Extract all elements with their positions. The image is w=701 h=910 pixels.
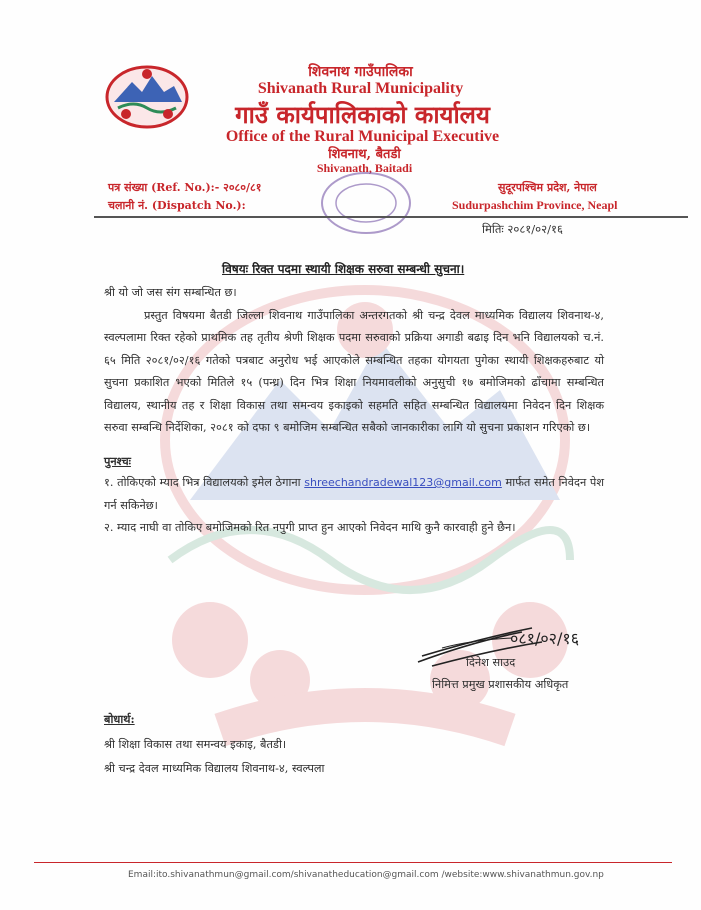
cc-item-2: श्री चन्द्र देवल माध्यमिक विद्यालय शिवनाथ-४, स्वल्पला bbox=[104, 762, 325, 775]
cc-heading: बोधार्थ: bbox=[104, 712, 135, 726]
note-1-text-b: मार्फत समेत निवेदन पेश गर्न सकिनेछ। bbox=[104, 476, 605, 512]
header-line-5: शिवनाथ, बैतडी bbox=[328, 147, 401, 162]
body-paragraph: प्रस्तुत विषयमा बैतडी जिल्ला शिवनाथ गाउँपालिका अन्तरगतको श्री चन्द्र देवल माध्यमिक विद्यालय शिवनाथ-४, स्वल्पलामा रिक्त रहेको प्राथमिक तह तृतीय श्रेणी शिक्षक पदमा सरुवाको प्रक्रिया अगाडी बढाइ दिन भनि विद्यालयको च.नं. ६५ मिति २०८१/०२/१६ गतेको पत्रबाट अनुरोध भई आएकोले सम्बन्धित तहका योगयता पुगेका स्थायी शिक्षकहरुबाट यो सुचना प्रकाशित भएको मितिले १५ (पन्ध्र) दिन भित्र शिक्षा नियमावलीको अनुसुची १७ बमोजिमको ढाँचामा सम्बन्धित विद्यालय, स्थानीय तह र शिक्षा विकास तथा समन्वय इकाइको सहमति सहित सम्बन्धित विद्यालयमा निवेदन दिन शिक्षक सरुवा सम्बन्धि निर्देशिका, २०८१ को दफा ९ बमोजिम सम्बन्धित सबैको जानकारीका लागि यो सुचना प्रकाशन गरिएको छ। bbox=[104, 308, 604, 434]
punashcha-heading: पुनश्चः bbox=[104, 453, 131, 468]
letter-body bbox=[104, 282, 604, 540]
header-line-6: Shivanath, Baitadi bbox=[316, 161, 413, 175]
cc-item-1: श्री शिक्षा विकास तथा समन्वय इकाइ, बैतडी। bbox=[104, 738, 287, 751]
province-english: Sudurpashchim Province, Neapl bbox=[452, 198, 618, 212]
signatory-title: निमित्त प्रमुख प्रशासकीय अधिकृत bbox=[432, 678, 569, 691]
salutation: श्री यो जो जस संग सम्बन्धित छ। bbox=[104, 286, 237, 299]
footer-divider bbox=[34, 862, 672, 863]
school-email-link[interactable]: shreechandradewal123@gmail.com bbox=[304, 476, 502, 489]
header-line-3: गाउँ कार्यपालिकाको कार्यालय bbox=[235, 100, 490, 129]
header-divider bbox=[94, 216, 688, 218]
subject-line: विषयः रिक्त पदमा स्थायी शिक्षक सरुवा सम्बन्धी सुचना। bbox=[222, 262, 465, 276]
note-1-text-a: १. तोकिएको म्याद भित्र विद्यालयको इमेल ठेगाना bbox=[104, 476, 301, 489]
letter-date: मितिः २०८१/०२/१६ bbox=[482, 222, 563, 236]
note-2: २. म्याद नाघी वा तोकिए बमोजिमको रित नपुगी प्राप्त हुन आएको निवेदन माथि कुनै कारवाही हुने छैन। bbox=[104, 521, 516, 534]
dispatch-number: चलानी नं. (Dispatch No.): bbox=[108, 199, 246, 212]
note-1 bbox=[104, 472, 604, 517]
province-nepali: सुदूरपश्चिम प्रदेश, नेपाल bbox=[498, 181, 597, 194]
signature-date: ०८१/०२/१६ bbox=[510, 629, 580, 648]
header-line-1: शिवनाथ गाउँपालिका bbox=[308, 64, 413, 80]
signatory-name: दिनेश साउद bbox=[466, 656, 516, 669]
office-stamp bbox=[318, 168, 414, 238]
ref-number: पत्र संख्या (Ref. No.):- २०८०/८१ bbox=[108, 181, 262, 194]
header-line-2: Shivanath Rural Municipality bbox=[257, 80, 464, 97]
footer-contact: Email:ito.shivanathmun@gmail.com/shivanatheducation@gmail.com /website:www.shivanathmun.gov.np bbox=[128, 870, 604, 880]
header-line-4: Office of the Rural Municipal Executive bbox=[225, 128, 500, 145]
